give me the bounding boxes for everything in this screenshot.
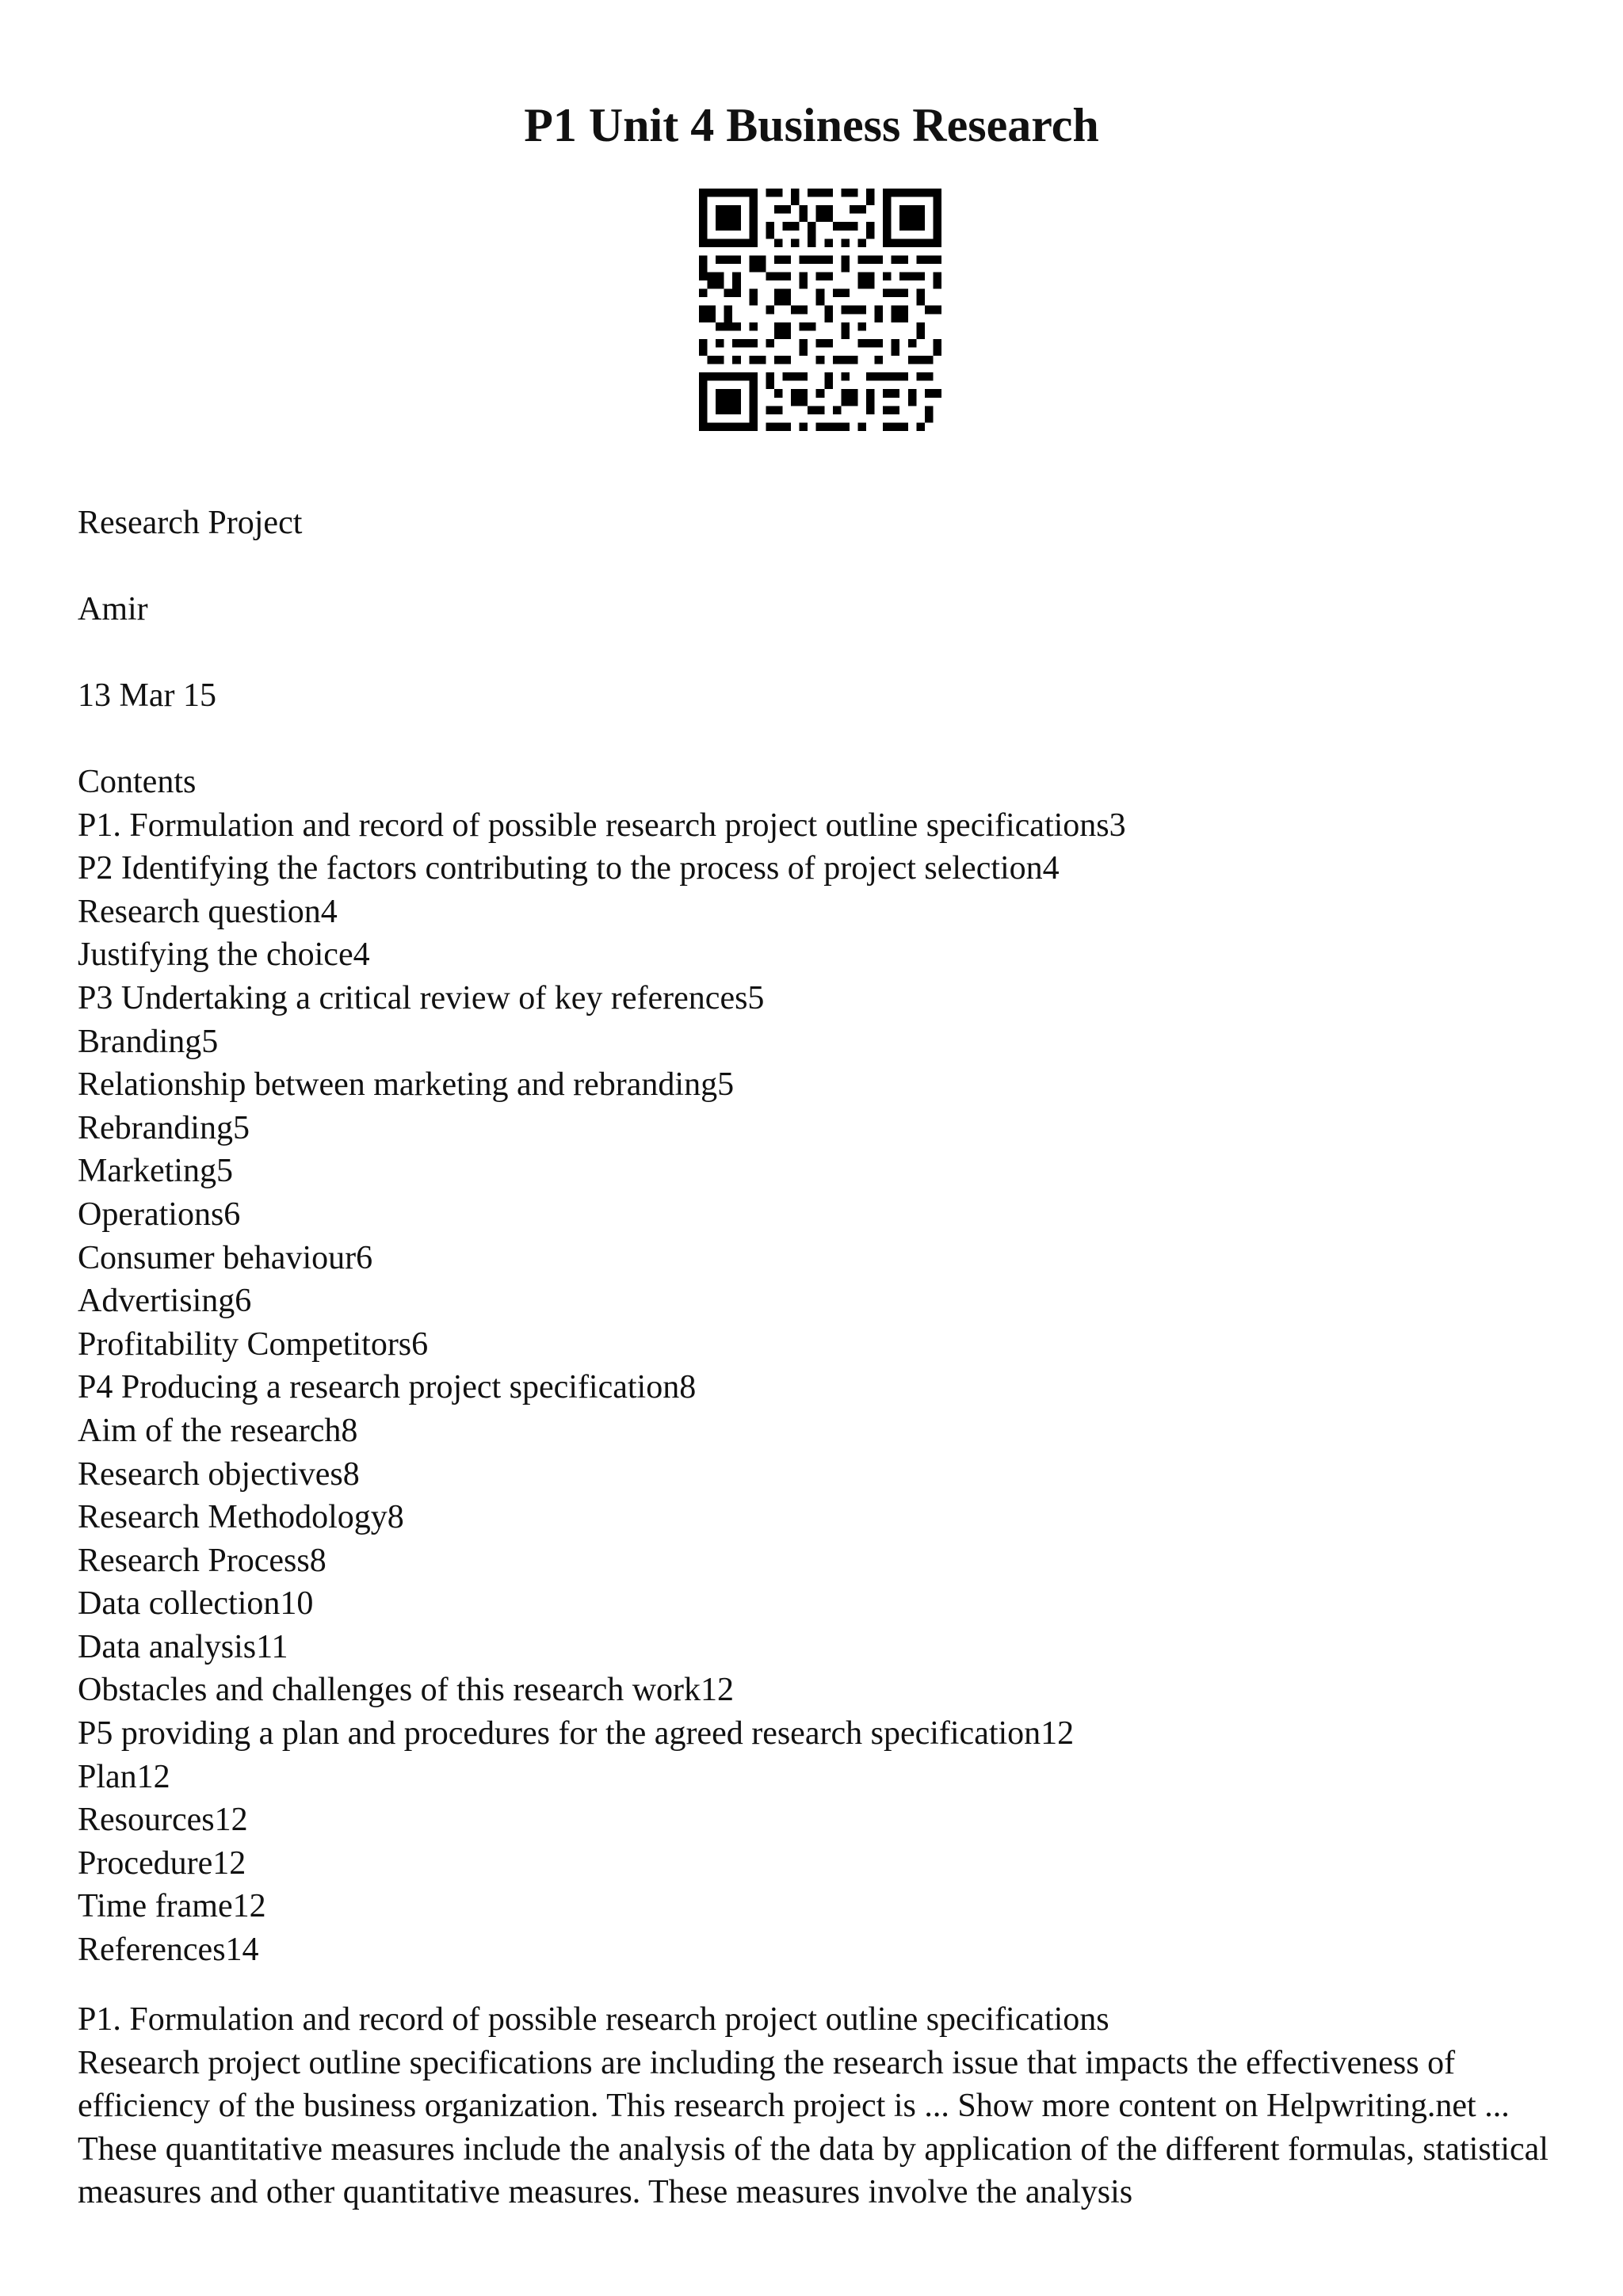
toc-item: References14 bbox=[78, 1932, 259, 1969]
toc-item: P1. Formulation and record of possible research project outline specifications3 bbox=[78, 807, 1126, 844]
toc-item: Research Process8 bbox=[78, 1542, 327, 1579]
toc-item: Consumer behaviour6 bbox=[78, 1239, 373, 1276]
contents-heading: Contents bbox=[78, 764, 197, 800]
toc-item: Research Methodology8 bbox=[78, 1499, 404, 1536]
body-text bbox=[78, 1998, 1568, 2214]
project-label: Research Project bbox=[78, 505, 303, 541]
toc-item: Rebranding5 bbox=[78, 1109, 250, 1146]
toc-item: Advertising6 bbox=[78, 1283, 252, 1320]
toc-item: P2 Identifying the factors contributing to the process of project selection4 bbox=[78, 850, 1060, 887]
section-heading: P1. Formulation and record of possible research project outline specifications bbox=[78, 2001, 1109, 2038]
toc-item: P3 Undertaking a critical review of key references5 bbox=[78, 979, 765, 1016]
toc-item: Resources12 bbox=[78, 1802, 248, 1839]
toc-item: Obstacles and challenges of this research work12 bbox=[78, 1672, 735, 1709]
toc-item: Data collection10 bbox=[78, 1585, 314, 1623]
body-paragraph: These quantitative measures include the analysis of the data by application of the different formulas, statistical measures and other quantitative measures. These measures involve the analysis bbox=[78, 2130, 1549, 2211]
toc-item: Justifying the choice4 bbox=[78, 936, 370, 974]
toc-item: Branding5 bbox=[78, 1023, 219, 1060]
toc-item: P5 providing a plan and procedures for the agreed research specification12 bbox=[78, 1715, 1075, 1753]
document-title: P1 Unit 4 Business Research bbox=[524, 99, 1099, 151]
toc-item: Procedure12 bbox=[78, 1844, 246, 1882]
qr-code-icon bbox=[699, 189, 941, 431]
body-paragraph: Research project outline specifications are including the research issue that impacts the effectiveness of efficiency of the business organization. This research project is ... Show more content on Helpwriting.net ... bbox=[78, 2044, 1510, 2125]
toc-item: Time frame12 bbox=[78, 1888, 266, 1925]
toc-item: Relationship between marketing and rebranding5 bbox=[78, 1066, 735, 1104]
toc-item: Research objectives8 bbox=[78, 1455, 360, 1493]
toc-item: Operations6 bbox=[78, 1196, 241, 1233]
toc-item: Profitability Competitors6 bbox=[78, 1325, 429, 1363]
toc-item: P4 Producing a research project specification8 bbox=[78, 1369, 697, 1406]
toc-item: Data analysis11 bbox=[78, 1628, 288, 1665]
document-date: 13 Mar 15 bbox=[78, 677, 216, 714]
toc-item: Research question4 bbox=[78, 893, 338, 930]
toc-item: Marketing5 bbox=[78, 1153, 233, 1190]
table-of-contents bbox=[78, 761, 1568, 1972]
author-name: Amir bbox=[78, 591, 148, 627]
toc-item: Plan12 bbox=[78, 1758, 170, 1795]
toc-item: Aim of the research8 bbox=[78, 1412, 358, 1449]
